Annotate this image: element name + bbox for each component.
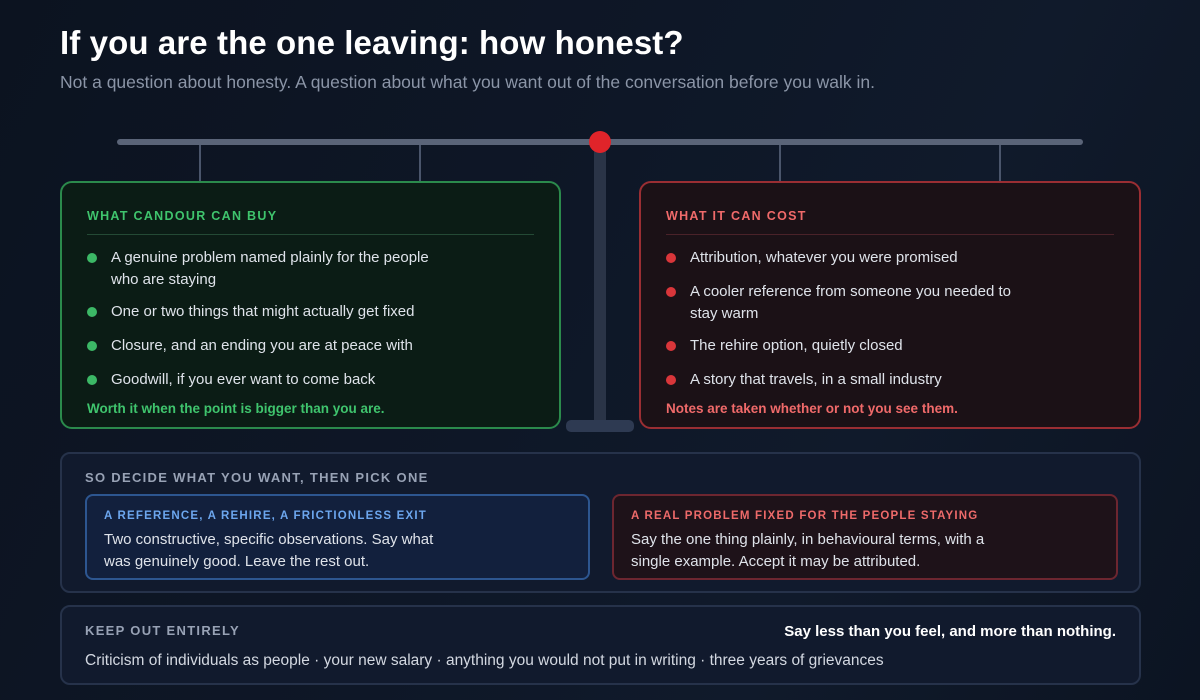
green-bullet-icon [87,341,97,351]
candour-item [111,369,451,391]
option-heading: A REFERENCE, A REHIRE, A FRICTIONLESS EXIT [104,510,428,522]
red-bullet-icon [666,287,676,297]
option-body: Two constructive, specific observations. Say what was genuinely good. Leave the rest out. [104,531,434,570]
red-bullet-icon [666,341,676,351]
option-problem-fixed [612,494,1118,580]
candour-item [111,247,451,291]
cost-footer: Notes are taken whether or not you see them. [666,401,958,416]
cost-card [639,181,1141,429]
cost-item [690,335,1020,357]
candour-item-text: Goodwill, if you ever want to come back [111,371,376,388]
green-bullet-icon [87,375,97,385]
decide-panel [60,452,1141,593]
option-body: Say the one thing plainly, in behavioural terms, with a single example. Accept it may be attributed. [631,531,985,570]
cost-item [690,281,1020,325]
keep-out-panel [60,605,1141,685]
candour-divider [87,234,534,235]
cost-item-text: A cooler reference from someone you needed to stay warm [690,283,1012,322]
candour-footer: Worth it when the point is bigger than you are. [87,401,385,416]
candour-item-text: Closure, and an ending you are at peace with [111,337,413,354]
cost-divider [666,234,1114,235]
keep-out-body: Criticism of individuals as people · your new salary · anything you would not put in writing · three years of grievances [85,652,884,669]
cost-item-text: Attribution, whatever you were promised [690,249,958,266]
option-frictionless-exit [85,494,590,580]
green-bullet-icon [87,253,97,263]
red-bullet-icon [666,375,676,385]
cost-item-text: A story that travels, in a small industry [690,371,942,388]
cost-item-text: The rehire option, quietly closed [690,337,903,354]
candour-item-text: A genuine problem named plainly for the people who are staying [111,249,429,288]
red-bullet-icon [666,253,676,263]
candour-card [60,181,561,429]
cost-item [690,369,1020,391]
candour-heading: WHAT CANDOUR CAN BUY [87,209,278,223]
page-subtitle: Not a question about honesty. A question about what you want out of the conversation before you walk in. [60,72,875,92]
keep-out-label: KEEP OUT ENTIRELY [85,623,241,638]
cost-item [690,247,1020,269]
candour-item-text: One or two things that might actually get fixed [111,303,415,320]
scale-pivot [589,131,611,153]
keep-out-tagline: Say less than you feel, and more than nothing. [784,623,1116,640]
page-title: If you are the one leaving: how honest? [60,24,684,61]
cost-heading: WHAT IT CAN COST [666,209,807,223]
candour-item [111,335,451,357]
option-heading: A REAL PROBLEM FIXED FOR THE PEOPLE STAYING [631,510,979,522]
scale-post [594,142,606,422]
candour-item [111,301,451,323]
green-bullet-icon [87,307,97,317]
decide-label: SO DECIDE WHAT YOU WANT, THEN PICK ONE [85,470,429,485]
scale-base [566,420,634,432]
